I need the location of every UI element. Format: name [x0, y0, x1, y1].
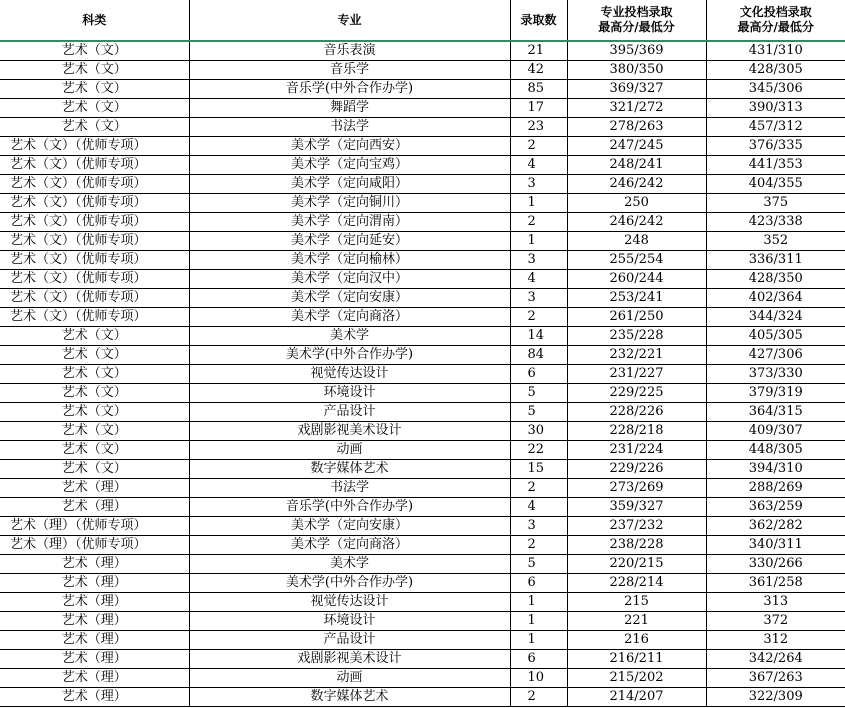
cell-professional-score: 220/215	[567, 555, 706, 574]
cell-professional-score: 229/225	[567, 384, 706, 403]
header-cultural-line1: 文化投档录取	[739, 5, 812, 19]
cell-major: 环境设计	[189, 612, 510, 631]
cell-count: 3	[510, 175, 567, 194]
cell-major: 戏剧影视美术设计	[189, 422, 510, 441]
cell-major: 书法学	[189, 118, 510, 137]
cell-category: 艺术（文）（优师专项）	[0, 251, 189, 270]
cell-count: 30	[510, 422, 567, 441]
table-row	[0, 479, 845, 498]
cell-cultural-score: 342/264	[706, 650, 845, 669]
cell-cultural-score: 345/306	[706, 80, 845, 99]
cell-count: 5	[510, 403, 567, 422]
cell-professional-score: 215	[567, 593, 706, 612]
cell-cultural-score: 344/324	[706, 308, 845, 327]
cell-count: 85	[510, 80, 567, 99]
table-row	[0, 422, 845, 441]
cell-cultural-score: 431/310	[706, 41, 845, 61]
cell-count: 1	[510, 612, 567, 631]
cell-professional-score: 229/226	[567, 460, 706, 479]
cell-category: 艺术（文）	[0, 441, 189, 460]
cell-count: 23	[510, 118, 567, 137]
cell-major: 数字媒体艺术	[189, 460, 510, 479]
header-professional-score	[567, 0, 706, 41]
cell-count: 2	[510, 308, 567, 327]
cell-major: 舞蹈学	[189, 99, 510, 118]
cell-count: 17	[510, 99, 567, 118]
table-row	[0, 612, 845, 631]
cell-category: 艺术（文）	[0, 384, 189, 403]
cell-professional-score: 246/242	[567, 213, 706, 232]
cell-professional-score: 214/207	[567, 688, 706, 707]
cell-professional-score: 228/214	[567, 574, 706, 593]
cell-professional-score: 395/369	[567, 41, 706, 61]
cell-category: 艺术（理）	[0, 593, 189, 612]
cell-category: 艺术（文）（优师专项）	[0, 175, 189, 194]
cell-professional-score: 228/218	[567, 422, 706, 441]
cell-count: 3	[510, 251, 567, 270]
header-cultural-score	[706, 0, 845, 41]
cell-count: 15	[510, 460, 567, 479]
cell-cultural-score: 364/315	[706, 403, 845, 422]
cell-major: 美术学（定向咸阳）	[189, 175, 510, 194]
cell-major: 美术学(中外合作办学)	[189, 346, 510, 365]
table-header	[0, 0, 845, 41]
cell-category: 艺术（理）	[0, 479, 189, 498]
table-row	[0, 213, 845, 232]
cell-count: 6	[510, 574, 567, 593]
cell-professional-score: 246/242	[567, 175, 706, 194]
table-row	[0, 308, 845, 327]
cell-major: 美术学（定向商洛）	[189, 308, 510, 327]
cell-cultural-score: 330/266	[706, 555, 845, 574]
cell-category: 艺术（文）（优师专项）	[0, 270, 189, 289]
cell-professional-score: 321/272	[567, 99, 706, 118]
cell-major: 动画	[189, 669, 510, 688]
cell-cultural-score: 312	[706, 631, 845, 650]
cell-category: 艺术（理）（优师专项）	[0, 536, 189, 555]
cell-professional-score: 221	[567, 612, 706, 631]
cell-professional-score: 237/232	[567, 517, 706, 536]
cell-cultural-score: 428/350	[706, 270, 845, 289]
table-row	[0, 346, 845, 365]
cell-major: 美术学（定向宝鸡）	[189, 156, 510, 175]
cell-category: 艺术（文）（优师专项）	[0, 289, 189, 308]
header-professional-line2: 最高分/最低分	[598, 20, 675, 34]
cell-count: 2	[510, 536, 567, 555]
cell-cultural-score: 367/263	[706, 669, 845, 688]
cell-major: 动画	[189, 441, 510, 460]
cell-count: 84	[510, 346, 567, 365]
cell-count: 3	[510, 517, 567, 536]
cell-major: 美术学（定向铜川）	[189, 194, 510, 213]
cell-category: 艺术（文）	[0, 365, 189, 384]
cell-category: 艺术（文）	[0, 327, 189, 346]
cell-count: 1	[510, 631, 567, 650]
table-row	[0, 403, 845, 422]
table-body	[0, 41, 845, 707]
cell-count: 6	[510, 650, 567, 669]
table-row	[0, 270, 845, 289]
cell-professional-score: 228/226	[567, 403, 706, 422]
cell-major: 美术学（定向榆林）	[189, 251, 510, 270]
cell-category: 艺术（文）	[0, 118, 189, 137]
cell-major: 美术学（定向汉中）	[189, 270, 510, 289]
cell-professional-score: 255/254	[567, 251, 706, 270]
table-row	[0, 669, 845, 688]
cell-cultural-score: 313	[706, 593, 845, 612]
cell-count: 1	[510, 194, 567, 213]
cell-cultural-score: 363/259	[706, 498, 845, 517]
table-row	[0, 137, 845, 156]
table-row	[0, 327, 845, 346]
cell-count: 10	[510, 669, 567, 688]
cell-count: 1	[510, 232, 567, 251]
cell-count: 4	[510, 498, 567, 517]
cell-professional-score: 232/221	[567, 346, 706, 365]
cell-major: 产品设计	[189, 403, 510, 422]
cell-professional-score: 235/228	[567, 327, 706, 346]
cell-count: 1	[510, 593, 567, 612]
cell-category: 艺术（文）（优师专项）	[0, 213, 189, 232]
table-row	[0, 61, 845, 80]
cell-count: 4	[510, 156, 567, 175]
cell-professional-score: 278/263	[567, 118, 706, 137]
table-row	[0, 593, 845, 612]
cell-major: 美术学（定向西安）	[189, 137, 510, 156]
table-row	[0, 41, 845, 61]
cell-major: 书法学	[189, 479, 510, 498]
table-row	[0, 631, 845, 650]
cell-professional-score: 215/202	[567, 669, 706, 688]
cell-count: 2	[510, 479, 567, 498]
header-count: 录取数	[510, 0, 567, 41]
table-row	[0, 536, 845, 555]
table-row	[0, 156, 845, 175]
table-row	[0, 441, 845, 460]
cell-professional-score: 253/241	[567, 289, 706, 308]
cell-major: 视觉传达设计	[189, 365, 510, 384]
cell-category: 艺术（理）	[0, 555, 189, 574]
cell-professional-score: 260/244	[567, 270, 706, 289]
cell-category: 艺术（理）	[0, 650, 189, 669]
cell-count: 2	[510, 688, 567, 707]
table-row	[0, 574, 845, 593]
cell-cultural-score: 362/282	[706, 517, 845, 536]
cell-major: 美术学	[189, 327, 510, 346]
cell-count: 3	[510, 289, 567, 308]
cell-major: 产品设计	[189, 631, 510, 650]
cell-major: 美术学（定向渭南）	[189, 213, 510, 232]
cell-major: 美术学（定向延安）	[189, 232, 510, 251]
cell-major: 音乐学	[189, 61, 510, 80]
cell-cultural-score: 340/311	[706, 536, 845, 555]
cell-cultural-score: 372	[706, 612, 845, 631]
cell-cultural-score: 373/330	[706, 365, 845, 384]
cell-category: 艺术（理）（优师专项）	[0, 517, 189, 536]
header-row	[0, 0, 845, 41]
cell-cultural-score: 379/319	[706, 384, 845, 403]
cell-category: 艺术（文）	[0, 41, 189, 61]
cell-major: 音乐学(中外合作办学)	[189, 498, 510, 517]
header-category: 科类	[0, 0, 189, 41]
cell-category: 艺术（文）	[0, 422, 189, 441]
cell-cultural-score: 405/305	[706, 327, 845, 346]
cell-count: 5	[510, 555, 567, 574]
cell-cultural-score: 376/335	[706, 137, 845, 156]
table-row	[0, 688, 845, 707]
cell-category: 艺术（文）	[0, 460, 189, 479]
cell-major: 音乐学(中外合作办学)	[189, 80, 510, 99]
cell-cultural-score: 322/309	[706, 688, 845, 707]
cell-professional-score: 248/241	[567, 156, 706, 175]
cell-cultural-score: 428/305	[706, 61, 845, 80]
cell-category: 艺术（理）	[0, 612, 189, 631]
cell-major: 戏剧影视美术设计	[189, 650, 510, 669]
header-cultural-line2: 最高分/最低分	[737, 20, 814, 34]
cell-category: 艺术（文）	[0, 403, 189, 422]
cell-major: 美术学(中外合作办学)	[189, 574, 510, 593]
cell-professional-score: 369/327	[567, 80, 706, 99]
cell-cultural-score: 448/305	[706, 441, 845, 460]
cell-cultural-score: 288/269	[706, 479, 845, 498]
cell-professional-score: 231/224	[567, 441, 706, 460]
cell-category: 艺术（理）	[0, 498, 189, 517]
cell-count: 22	[510, 441, 567, 460]
table-row	[0, 232, 845, 251]
cell-major: 数字媒体艺术	[189, 688, 510, 707]
cell-professional-score: 247/245	[567, 137, 706, 156]
cell-cultural-score: 402/364	[706, 289, 845, 308]
table-row	[0, 517, 845, 536]
cell-count: 21	[510, 41, 567, 61]
table-row	[0, 251, 845, 270]
table-row	[0, 80, 845, 99]
cell-cultural-score: 457/312	[706, 118, 845, 137]
cell-professional-score: 216/211	[567, 650, 706, 669]
cell-cultural-score: 390/313	[706, 99, 845, 118]
header-major: 专业	[189, 0, 510, 41]
cell-major: 美术学	[189, 555, 510, 574]
cell-major: 美术学（定向安康）	[189, 289, 510, 308]
table-row	[0, 194, 845, 213]
cell-category: 艺术（文）（优师专项）	[0, 194, 189, 213]
cell-category: 艺术（文）	[0, 61, 189, 80]
cell-major: 视觉传达设计	[189, 593, 510, 612]
cell-count: 5	[510, 384, 567, 403]
cell-count: 2	[510, 213, 567, 232]
cell-cultural-score: 441/353	[706, 156, 845, 175]
table-row	[0, 289, 845, 308]
cell-cultural-score: 361/258	[706, 574, 845, 593]
cell-cultural-score: 423/338	[706, 213, 845, 232]
table-row	[0, 498, 845, 517]
cell-professional-score: 248	[567, 232, 706, 251]
cell-cultural-score: 409/307	[706, 422, 845, 441]
cell-category: 艺术（理）	[0, 574, 189, 593]
table-row	[0, 99, 845, 118]
cell-category: 艺术（理）	[0, 669, 189, 688]
cell-category: 艺术（文）（优师专项）	[0, 156, 189, 175]
table-row	[0, 384, 845, 403]
table-row	[0, 365, 845, 384]
cell-professional-score: 359/327	[567, 498, 706, 517]
cell-cultural-score: 427/306	[706, 346, 845, 365]
cell-category: 艺术（文）	[0, 99, 189, 118]
cell-professional-score: 231/227	[567, 365, 706, 384]
cell-category: 艺术（文）	[0, 346, 189, 365]
cell-category: 艺术（文）（优师专项）	[0, 137, 189, 156]
cell-major: 音乐表演	[189, 41, 510, 61]
cell-category: 艺术（文）（优师专项）	[0, 232, 189, 251]
cell-category: 艺术（文）	[0, 80, 189, 99]
cell-major: 美术学（定向商洛）	[189, 536, 510, 555]
cell-count: 42	[510, 61, 567, 80]
header-professional-line1: 专业投档录取	[600, 5, 673, 19]
cell-professional-score: 238/228	[567, 536, 706, 555]
cell-major: 美术学（定向安康）	[189, 517, 510, 536]
table-row	[0, 650, 845, 669]
cell-professional-score: 250	[567, 194, 706, 213]
table-row	[0, 460, 845, 479]
cell-major: 环境设计	[189, 384, 510, 403]
table-row	[0, 118, 845, 137]
table-row	[0, 175, 845, 194]
cell-cultural-score: 375	[706, 194, 845, 213]
cell-count: 14	[510, 327, 567, 346]
cell-count: 4	[510, 270, 567, 289]
cell-count: 2	[510, 137, 567, 156]
cell-cultural-score: 404/355	[706, 175, 845, 194]
cell-professional-score: 261/250	[567, 308, 706, 327]
cell-category: 艺术（文）（优师专项）	[0, 308, 189, 327]
cell-category: 艺术（理）	[0, 631, 189, 650]
table-row	[0, 555, 845, 574]
cell-count: 6	[510, 365, 567, 384]
cell-cultural-score: 394/310	[706, 460, 845, 479]
cell-cultural-score: 336/311	[706, 251, 845, 270]
cell-professional-score: 380/350	[567, 61, 706, 80]
cell-professional-score: 216	[567, 631, 706, 650]
cell-category: 艺术（理）	[0, 688, 189, 707]
cell-cultural-score: 352	[706, 232, 845, 251]
cell-professional-score: 273/269	[567, 479, 706, 498]
